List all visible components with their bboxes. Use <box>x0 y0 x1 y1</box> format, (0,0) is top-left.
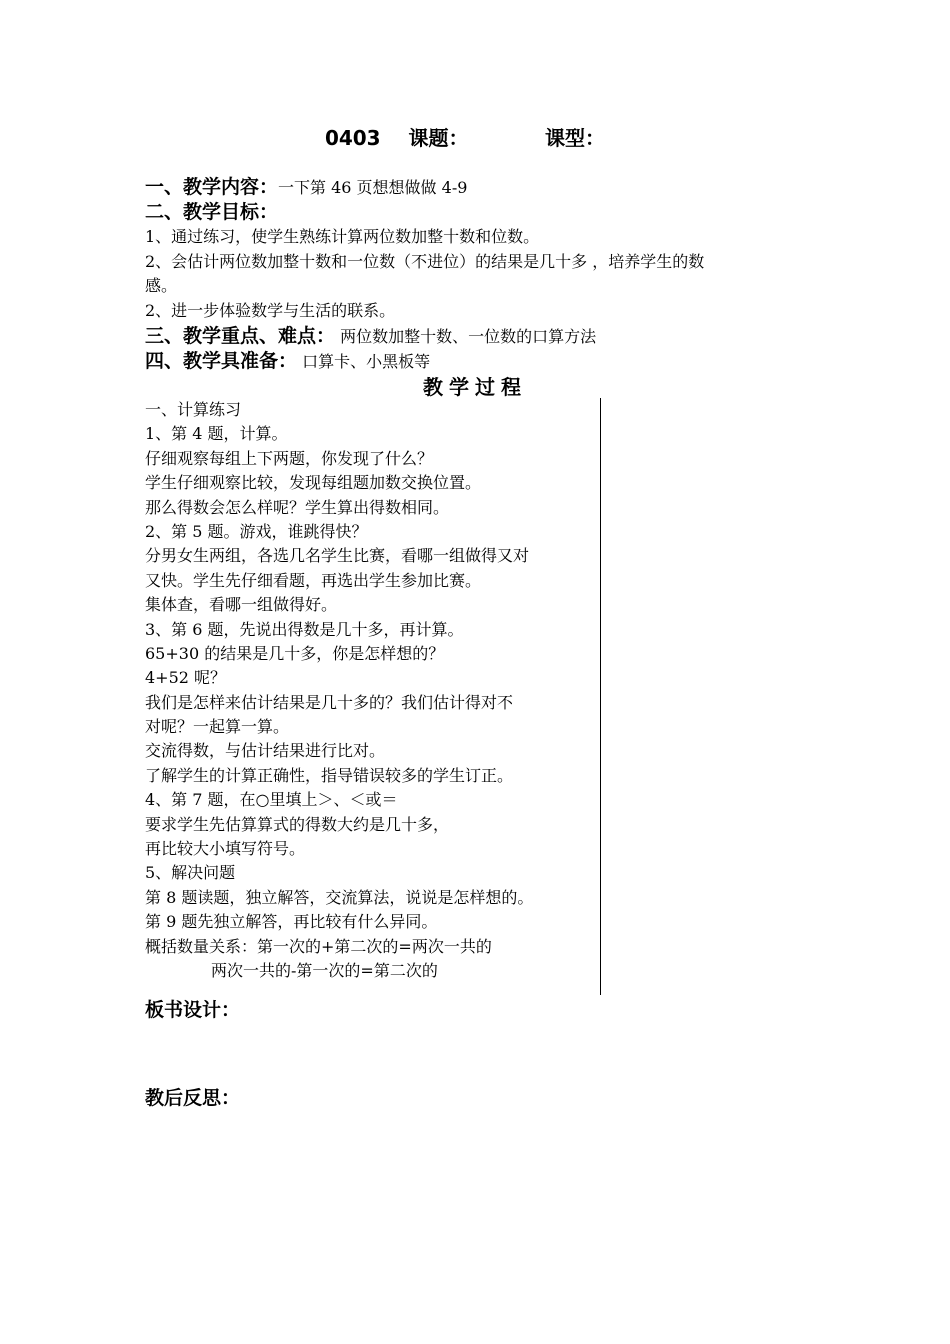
process-line: 3、第 6 题，先说出得数是几十多，再计算。 <box>145 619 464 639</box>
process-line: 4+52 呢？ <box>145 668 227 688</box>
goal-item: 1、通过练习，使学生熟练计算两位数加整十数和位数。 <box>145 227 540 246</box>
process-line: 2、第 5 题。游戏，谁跳得快？ <box>145 521 368 541</box>
process-box <box>145 398 601 995</box>
teaching-goals-label: 二、教学目标： <box>145 201 279 223</box>
process-line: 交流得数，与估计结果进行比对。 <box>145 741 386 761</box>
process-line: 概括数量关系：第一次的+第二次的=两次一共的 <box>145 936 492 956</box>
process-line: 65+30 的结果是几十多，你是怎样想的？ <box>145 643 445 663</box>
process-line: 分男女生两组，各选几名学生比赛，看哪一组做得又对 <box>145 546 530 566</box>
goal-item: 感。 <box>145 276 178 295</box>
process-line: 1、第 4 题，计算。 <box>145 424 288 444</box>
process-line: 我们是怎样来估计结果是几十多的？我们估计得对不 <box>145 692 514 712</box>
teaching-content-value: 一下第 46 页想想做做 4-9 <box>278 178 468 197</box>
prep-label: 四、教学具准备： <box>145 350 298 372</box>
teaching-goals-row <box>145 201 825 224</box>
process-line: 4、第 7 题，在○里填上＞、＜或＝ <box>145 790 398 810</box>
process-line: 学生仔细观察比较，发现每组题加数交换位置。 <box>145 473 482 493</box>
board-design-label: 板书设计： <box>145 999 241 1021</box>
process-line: 一、计算练习 <box>145 400 242 419</box>
process-line: 对呢？一起算一算。 <box>145 717 290 737</box>
goal-item: 2、进一步体验数学与生活的联系。 <box>145 301 396 320</box>
process-line: 那么得数会怎么样呢？学生算出得数相同。 <box>145 497 450 517</box>
prep-value: 口算卡、小黑板等 <box>297 352 431 371</box>
process-line: 第 9 题先独立解答，再比较有什么异同。 <box>145 912 438 932</box>
process-line: 两次一共的-第一次的=第二次的 <box>211 960 438 980</box>
focus-value: 两位数加整十数、一位数的口算方法 <box>335 327 597 346</box>
process-line: 集体查，看哪一组做得好。 <box>145 595 338 615</box>
process-line: 5、解决问题 <box>145 863 236 883</box>
process-line: 又快。学生先仔细看题，再选出学生参加比赛。 <box>145 570 482 590</box>
process-line: 要求学生先估算算式的得数大约是几十多， <box>145 814 450 834</box>
prep-row <box>145 350 825 373</box>
process-line: 了解学生的计算正确性，指导错误较多的学生订正。 <box>145 765 514 785</box>
goal-item: 2、会估计两位数加整十数和一位数（不进位）的结果是几十多 ，培养学生的数 <box>145 252 705 271</box>
focus-label: 三、教学重点、难点： <box>145 325 336 347</box>
process-line: 仔细观察每组上下两题，你发现了什么？ <box>145 448 434 468</box>
page-title: 0403 课题： 课型： <box>324 126 606 150</box>
focus-row <box>145 325 825 348</box>
process-title: 教学过程 <box>423 375 527 399</box>
process-line: 再比较大小填写符号。 <box>145 839 306 859</box>
reflection-label: 教后反思： <box>145 1087 241 1109</box>
process-line: 第 8 题读题，独立解答，交流算法，说说是怎样想的。 <box>145 887 534 907</box>
teaching-content-label: 一、教学内容： <box>145 176 279 198</box>
teaching-content-row <box>145 176 825 199</box>
